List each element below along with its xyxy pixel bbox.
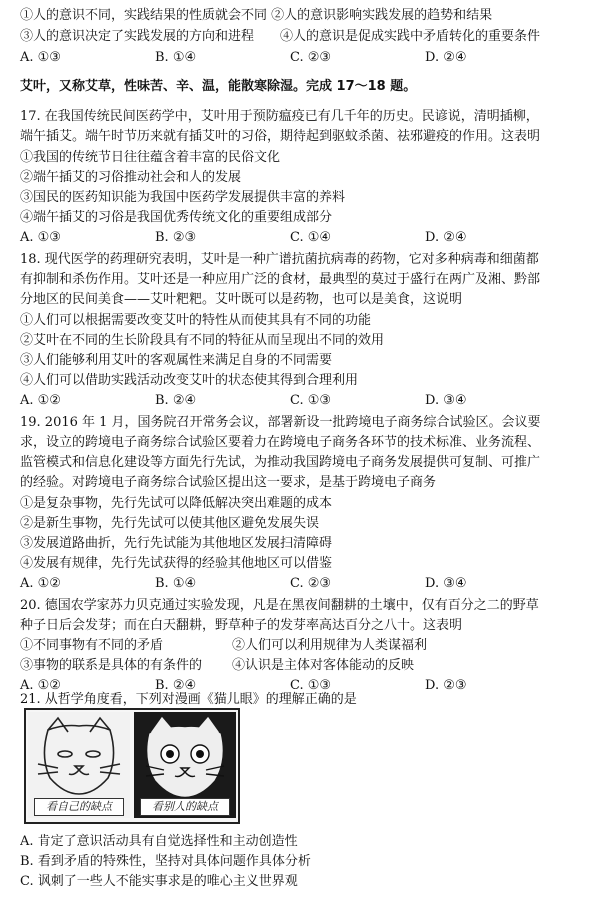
q17-item-4: ④端午插艾的习俗是我国优秀传统文化的重要组成部分 bbox=[20, 210, 333, 225]
cat-face-wide-eyes-icon bbox=[134, 712, 236, 800]
prev-item-3: ③人的意识决定了实践发展的方向和进程 bbox=[20, 29, 255, 44]
q19-item-1: ①是复杂事物，先行先试可以降低解决突出难题的成本 bbox=[20, 496, 333, 511]
q20-items-row-2 bbox=[20, 656, 600, 676]
q20-stem-1: 20. 德国农学家苏力贝克通过实验发现，凡是在黑夜间翻耕的土壤中，仅有百分之二的野草 bbox=[20, 598, 539, 613]
q20-item-1: ①不同事物有不同的矛盾 bbox=[20, 638, 164, 653]
q19-option-c[interactable]: C. ②③ bbox=[290, 576, 332, 591]
option-c[interactable]: C. ②③ bbox=[290, 50, 332, 65]
q17-item-1: ①我国的传统节日往往蕴含着丰富的民俗文化 bbox=[20, 150, 281, 165]
section-intro: 艾叶，又称艾草，性味苦、辛、温，能散寒除湿。完成 17～18 题。 bbox=[20, 79, 417, 94]
q18-item-3: ③人们能够利用艾叶的客观属性来满足自身的不同需要 bbox=[20, 353, 333, 368]
q18-option-b[interactable]: B. ②④ bbox=[155, 393, 197, 408]
q20-option-d[interactable]: D. ②③ bbox=[425, 678, 467, 693]
q17-stem-1: 17. 在我国传统民间医药学中，艾叶用于预防瘟疫已有几千年的历史。民谚说，清明插柳， bbox=[20, 109, 539, 124]
q17-item-3: ③国民的医药知识能为我国中医药学发展提供丰富的养料 bbox=[20, 190, 346, 205]
option-b[interactable]: B. ①④ bbox=[155, 50, 197, 65]
cartoon-caption-right: 看别人的缺点 bbox=[140, 798, 230, 816]
q18-item-2: ②艾叶在不同的生长阶段具有不同的特征从而呈现出不同的效用 bbox=[20, 333, 385, 348]
cat-face-icon bbox=[28, 712, 130, 800]
q21-option-a[interactable]: A. 肯定了意识活动具有自觉选择性和主动创造性 bbox=[20, 834, 298, 849]
q17-options bbox=[20, 228, 600, 248]
q21-option-c[interactable]: C. 讽刺了一些人不能实事求是的唯心主义世界观 bbox=[20, 874, 298, 889]
q19-item-2: ②是新生事物，先行先试可以使其他区避免发展失误 bbox=[20, 516, 320, 531]
q18-stem-1: 18. 现代医学的药理研究表明，艾叶是一种广谱抗菌抗病毒的药物，它对多种病毒和细菌都 bbox=[20, 252, 539, 267]
q21-option-b[interactable]: B. 看到矛盾的特殊性，坚持对具体问题作具体分析 bbox=[20, 854, 311, 869]
q19-stem-3: 监管模式和信息化建设等方面先行先试，为推动我国跨境电子商务发展提供可复制、可推广 bbox=[20, 455, 541, 470]
q19-option-b[interactable]: B. ①④ bbox=[155, 576, 197, 591]
q18-option-d[interactable]: D. ③④ bbox=[425, 393, 467, 408]
q17-option-c[interactable]: C. ①④ bbox=[290, 230, 332, 245]
prev-question-items-line: ①人的意识不同，实践结果的性质就会不同 ②人的意识影响实践发展的趋势和结果 bbox=[20, 8, 493, 23]
q19-stem-2: 求，设立的跨境电子商务综合试验区要着力在跨境电子商务各环节的技术标准、业务流程、 bbox=[20, 435, 541, 450]
q18-option-c[interactable]: C. ①③ bbox=[290, 393, 332, 408]
q20-item-4: ④认识是主体对客体能动的反映 bbox=[232, 658, 415, 673]
q20-stem-2: 种子日后会发芽；而在白天翻耕，野草种子的发芽率高达百分之八十。这表明 bbox=[20, 618, 463, 633]
cat-eye-cartoon bbox=[24, 708, 240, 824]
prev-question-options bbox=[20, 48, 600, 68]
cartoon-caption-left: 看自己的缺点 bbox=[34, 798, 124, 816]
q20-item-3: ③事物的联系是具体的有条件的 bbox=[20, 658, 203, 673]
q20-option-a[interactable]: A. ①② bbox=[20, 678, 61, 693]
option-a[interactable]: A. ①③ bbox=[20, 50, 61, 65]
q21-stem: 21. 从哲学角度看，下列对漫画《猫儿眼》的理解正确的是 bbox=[20, 692, 357, 707]
q18-stem-3: 分地区的民间美食——艾叶粑粑。艾叶既可以是药物，也可以是美食，这说明 bbox=[20, 292, 463, 307]
q18-stem-2: 有抑制和杀伤作用。艾叶还是一种应用广泛的食材，最典型的莫过于盛行在两广及湘、黔部 bbox=[20, 272, 541, 287]
q17-option-b[interactable]: B. ②③ bbox=[155, 230, 197, 245]
q20-item-2: ②人们可以利用规律为人类谋福利 bbox=[232, 638, 428, 653]
q19-item-3: ③发展道路曲折，先行先试能为其他地区发展扫清障碍 bbox=[20, 536, 333, 551]
q19-option-a[interactable]: A. ①② bbox=[20, 576, 61, 591]
q19-stem-1: 19. 2016 年 1 月，国务院召开常务会议，部署新设一批跨境电子商务综合试验区。会议要 bbox=[20, 415, 541, 430]
q17-option-d[interactable]: D. ②④ bbox=[425, 230, 467, 245]
q18-item-1: ①人们可以根据需要改变艾叶的特性从而使其具有不同的功能 bbox=[20, 313, 372, 328]
q18-option-a[interactable]: A. ①② bbox=[20, 393, 61, 408]
q18-item-4: ④人们可以借助实践活动改变艾叶的状态使其得到合理利用 bbox=[20, 373, 359, 388]
q17-stem-2: 端午插艾。端午时节历来就有插艾叶的习俗，期待起到驱蚊杀菌、祛邪避疫的作用。这表明 bbox=[20, 129, 541, 144]
cartoon-panel-others bbox=[134, 712, 236, 818]
q19-item-4: ④发展有规律，先行先试获得的经验其他地区可以借鉴 bbox=[20, 556, 333, 571]
q20-items-row-1 bbox=[20, 636, 600, 656]
q19-options bbox=[20, 574, 600, 594]
q18-options bbox=[20, 391, 600, 411]
cartoon-panel-self bbox=[28, 712, 130, 818]
q19-stem-4: 的经验。对跨境电子商务综合试验区提出这一要求，是基于跨境电子商务 bbox=[20, 475, 437, 490]
q19-option-d[interactable]: D. ③④ bbox=[425, 576, 467, 591]
q20-option-b[interactable]: B. ②④ bbox=[155, 678, 197, 693]
q20-option-c[interactable]: C. ①③ bbox=[290, 678, 332, 693]
q17-item-2: ②端午插艾的习俗推动社会和人的发展 bbox=[20, 170, 242, 185]
option-d[interactable]: D. ②④ bbox=[425, 50, 467, 65]
prev-item-4: ④人的意识是促成实践中矛盾转化的重要条件 bbox=[280, 29, 541, 44]
q17-option-a[interactable]: A. ①③ bbox=[20, 230, 61, 245]
prev-question-items-line-2 bbox=[20, 27, 600, 47]
